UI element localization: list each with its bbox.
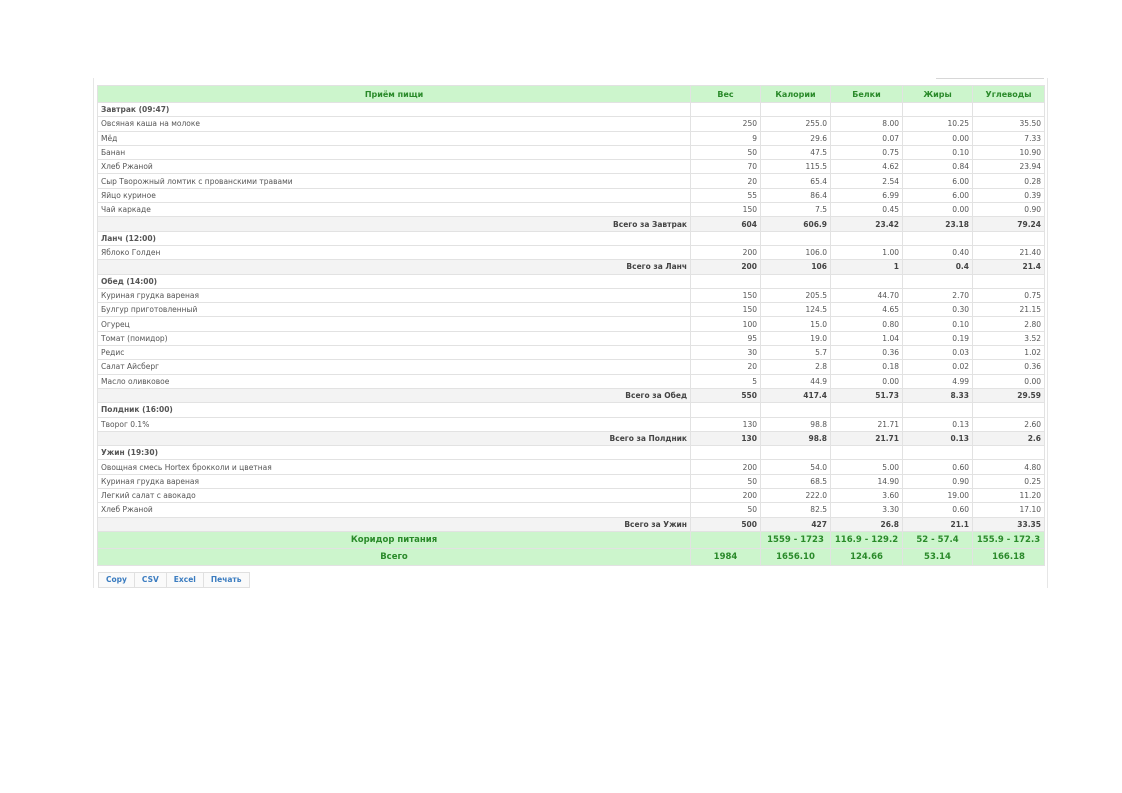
cell-fat: 0.60 [903, 460, 973, 474]
cell-calories: 65.4 [761, 174, 831, 188]
cell-fat: 4.99 [903, 374, 973, 388]
column-header-weight[interactable]: Вес [691, 86, 761, 103]
column-header-calories[interactable]: Калории [761, 86, 831, 103]
grand-total-row [98, 548, 1045, 565]
empty-cell [831, 403, 903, 417]
empty-cell [973, 103, 1045, 117]
empty-cell [691, 403, 761, 417]
cell-calories: 47.5 [761, 145, 831, 159]
meal-subtotal-row [98, 388, 1045, 402]
meal-subtotal-row [98, 217, 1045, 231]
export-buttons [98, 572, 249, 588]
empty-cell [973, 403, 1045, 417]
cell-fat: 0.02 [903, 360, 973, 374]
cell-name: Мёд [98, 131, 691, 145]
cell-protein: 4.62 [831, 160, 903, 174]
cell-weight: 70 [691, 160, 761, 174]
cell-weight: 55 [691, 188, 761, 202]
cell-protein: 0.75 [831, 145, 903, 159]
empty-cell [973, 446, 1045, 460]
cell-weight: 30 [691, 346, 761, 360]
cell-name: Хлеб Ржаной [98, 160, 691, 174]
cell-calories: 106.0 [761, 245, 831, 259]
cell-fat: 0.10 [903, 145, 973, 159]
table-row[interactable] [98, 203, 1045, 217]
cell-carbs: 35.50 [973, 117, 1045, 131]
table-row[interactable] [98, 346, 1045, 360]
cell-carbs: 23.94 [973, 160, 1045, 174]
cell-fat: 0.60 [903, 503, 973, 517]
meal-group-row [98, 231, 1045, 245]
subtotal-carbs: 79.24 [973, 217, 1045, 231]
table-row[interactable] [98, 174, 1045, 188]
cell-carbs: 2.80 [973, 317, 1045, 331]
cell-carbs: 0.00 [973, 374, 1045, 388]
cell-fat: 6.00 [903, 188, 973, 202]
cell-weight: 150 [691, 203, 761, 217]
cell-calories: 7.5 [761, 203, 831, 217]
subtotal-calories: 427 [761, 517, 831, 531]
subtotal-protein: 21.71 [831, 431, 903, 445]
table-row[interactable] [98, 188, 1045, 202]
cell-carbs: 4.80 [973, 460, 1045, 474]
cell-weight: 50 [691, 503, 761, 517]
cell-name: Яйцо куриное [98, 188, 691, 202]
cell-calories: 205.5 [761, 288, 831, 302]
cell-carbs: 7.33 [973, 131, 1045, 145]
subtotal-calories: 98.8 [761, 431, 831, 445]
cell-protein: 1.04 [831, 331, 903, 345]
cell-protein: 6.99 [831, 188, 903, 202]
search-underline [936, 78, 1044, 79]
corridor-label: Коридор питания [98, 531, 691, 548]
cell-calories: 82.5 [761, 503, 831, 517]
empty-cell [973, 231, 1045, 245]
subtotal-weight: 550 [691, 388, 761, 402]
cell-weight: 200 [691, 489, 761, 503]
cell-fat: 6.00 [903, 174, 973, 188]
grand-total-carbs: 166.18 [973, 548, 1045, 565]
cell-fat: 0.10 [903, 317, 973, 331]
empty-cell [903, 274, 973, 288]
table-row[interactable] [98, 160, 1045, 174]
meal-subtotal-row [98, 260, 1045, 274]
meal-group-title: Полдник (16:00) [98, 403, 691, 417]
cell-weight: 250 [691, 117, 761, 131]
cell-fat: 0.30 [903, 303, 973, 317]
cell-protein: 3.60 [831, 489, 903, 503]
cell-weight: 200 [691, 245, 761, 259]
cell-calories: 115.5 [761, 160, 831, 174]
cell-calories: 19.0 [761, 331, 831, 345]
cell-weight: 50 [691, 145, 761, 159]
table-row[interactable] [98, 131, 1045, 145]
subtotal-calories: 417.4 [761, 388, 831, 402]
meal-subtotal-row [98, 517, 1045, 531]
cell-fat: 10.25 [903, 117, 973, 131]
empty-cell [831, 231, 903, 245]
cell-calories: 98.8 [761, 417, 831, 431]
empty-cell [691, 274, 761, 288]
cell-calories: 86.4 [761, 188, 831, 202]
corridor-carbs: 155.9 - 172.3 [973, 531, 1045, 548]
print-button[interactable]: Печать [203, 572, 250, 588]
empty-cell [761, 446, 831, 460]
cell-protein: 14.90 [831, 474, 903, 488]
cell-carbs: 0.75 [973, 288, 1045, 302]
cell-weight: 95 [691, 331, 761, 345]
cell-protein: 0.00 [831, 374, 903, 388]
column-header-fat[interactable]: Жиры [903, 86, 973, 103]
cell-name: Редис [98, 346, 691, 360]
cell-protein: 44.70 [831, 288, 903, 302]
subtotal-fat: 0.4 [903, 260, 973, 274]
subtotal-name: Всего за Ужин [98, 517, 691, 531]
corridor-weight [691, 531, 761, 548]
cell-name: Творог 0.1% [98, 417, 691, 431]
cell-weight: 20 [691, 360, 761, 374]
empty-cell [761, 231, 831, 245]
cell-protein: 4.65 [831, 303, 903, 317]
cell-fat: 0.00 [903, 203, 973, 217]
cell-weight: 200 [691, 460, 761, 474]
subtotal-name: Всего за Полдник [98, 431, 691, 445]
meal-group-title: Обед (14:00) [98, 274, 691, 288]
meal-group-row [98, 446, 1045, 460]
cell-carbs: 2.60 [973, 417, 1045, 431]
subtotal-fat: 21.1 [903, 517, 973, 531]
table-row[interactable] [98, 460, 1045, 474]
cell-name: Булгур приготовленный [98, 303, 691, 317]
grand-total-protein: 124.66 [831, 548, 903, 565]
subtotal-weight: 604 [691, 217, 761, 231]
cell-name: Банан [98, 145, 691, 159]
subtotal-fat: 23.18 [903, 217, 973, 231]
subtotal-protein: 51.73 [831, 388, 903, 402]
cell-weight: 9 [691, 131, 761, 145]
cell-protein: 2.54 [831, 174, 903, 188]
empty-cell [691, 446, 761, 460]
cell-carbs: 0.25 [973, 474, 1045, 488]
empty-cell [831, 274, 903, 288]
table-row[interactable] [98, 117, 1045, 131]
empty-cell [831, 103, 903, 117]
table-body [98, 103, 1045, 532]
cell-calories: 255.0 [761, 117, 831, 131]
cell-name: Яблоко Голден [98, 245, 691, 259]
cell-protein: 0.36 [831, 346, 903, 360]
grand-total-calories: 1656.10 [761, 548, 831, 565]
subtotal-fat: 0.13 [903, 431, 973, 445]
cell-weight: 50 [691, 474, 761, 488]
corridor-row [98, 531, 1045, 548]
cell-fat: 0.90 [903, 474, 973, 488]
column-header-protein[interactable]: Белки [831, 86, 903, 103]
subtotal-fat: 8.33 [903, 388, 973, 402]
grand-total-fat: 53.14 [903, 548, 973, 565]
cell-carbs: 10.90 [973, 145, 1045, 159]
table-row[interactable] [98, 317, 1045, 331]
copy-button[interactable]: Copy [98, 572, 135, 588]
cell-weight: 150 [691, 303, 761, 317]
cell-name: Легкий салат с авокадо [98, 489, 691, 503]
empty-cell [761, 274, 831, 288]
meal-group-row [98, 103, 1045, 117]
cell-fat: 0.03 [903, 346, 973, 360]
table-row[interactable] [98, 303, 1045, 317]
cell-protein: 21.71 [831, 417, 903, 431]
cell-fat: 0.13 [903, 417, 973, 431]
table-header-row [98, 86, 1045, 103]
cell-fat: 19.00 [903, 489, 973, 503]
cell-carbs: 0.28 [973, 174, 1045, 188]
table-row[interactable] [98, 503, 1045, 517]
cell-name: Овсяная каша на молоке [98, 117, 691, 131]
table-row[interactable] [98, 489, 1045, 503]
table-row[interactable] [98, 331, 1045, 345]
cell-name: Салат Айсберг [98, 360, 691, 374]
cell-protein: 5.00 [831, 460, 903, 474]
empty-cell [973, 274, 1045, 288]
cell-carbs: 21.15 [973, 303, 1045, 317]
cell-weight: 20 [691, 174, 761, 188]
subtotal-weight: 130 [691, 431, 761, 445]
subtotal-calories: 606.9 [761, 217, 831, 231]
cell-weight: 100 [691, 317, 761, 331]
subtotal-carbs: 29.59 [973, 388, 1045, 402]
cell-protein: 0.80 [831, 317, 903, 331]
cell-fat: 0.00 [903, 131, 973, 145]
cell-name: Куриная грудка вареная [98, 474, 691, 488]
column-header-meal[interactable]: Приём пищи [98, 86, 691, 103]
meal-group-title: Ужин (19:30) [98, 446, 691, 460]
cell-fat: 0.84 [903, 160, 973, 174]
cell-name: Томат (помидор) [98, 331, 691, 345]
corridor-protein: 116.9 - 129.2 [831, 531, 903, 548]
subtotal-weight: 500 [691, 517, 761, 531]
cell-name: Хлеб Ржаной [98, 503, 691, 517]
subtotal-protein: 1 [831, 260, 903, 274]
cell-carbs: 11.20 [973, 489, 1045, 503]
meal-group-title: Завтрак (09:47) [98, 103, 691, 117]
subtotal-protein: 26.8 [831, 517, 903, 531]
cell-weight: 5 [691, 374, 761, 388]
meal-table [97, 85, 1045, 566]
table-row[interactable] [98, 374, 1045, 388]
cell-calories: 29.6 [761, 131, 831, 145]
cell-carbs: 17.10 [973, 503, 1045, 517]
csv-button[interactable]: CSV [134, 572, 167, 588]
cell-weight: 130 [691, 417, 761, 431]
table-row[interactable] [98, 288, 1045, 302]
cell-protein: 0.07 [831, 131, 903, 145]
cell-weight: 150 [691, 288, 761, 302]
table-row[interactable] [98, 145, 1045, 159]
meal-subtotal-row [98, 431, 1045, 445]
cell-name: Огурец [98, 317, 691, 331]
cell-carbs: 0.39 [973, 188, 1045, 202]
cell-protein: 0.45 [831, 203, 903, 217]
cell-calories: 68.5 [761, 474, 831, 488]
empty-cell [761, 103, 831, 117]
meal-group-row [98, 403, 1045, 417]
cell-calories: 54.0 [761, 460, 831, 474]
cell-carbs: 0.90 [973, 203, 1045, 217]
cell-calories: 222.0 [761, 489, 831, 503]
cell-fat: 0.40 [903, 245, 973, 259]
grand-total-weight: 1984 [691, 548, 761, 565]
table-row[interactable] [98, 474, 1045, 488]
subtotal-carbs: 2.6 [973, 431, 1045, 445]
cell-calories: 2.8 [761, 360, 831, 374]
table-row[interactable] [98, 360, 1045, 374]
empty-cell [903, 231, 973, 245]
empty-cell [761, 403, 831, 417]
excel-button[interactable]: Excel [166, 572, 204, 588]
cell-fat: 2.70 [903, 288, 973, 302]
corridor-fat: 52 - 57.4 [903, 531, 973, 548]
empty-cell [691, 231, 761, 245]
cell-carbs: 3.52 [973, 331, 1045, 345]
cell-name: Овощная смесь Hortex брокколи и цветная [98, 460, 691, 474]
empty-cell [691, 103, 761, 117]
empty-cell [903, 403, 973, 417]
corridor-calories: 1559 - 1723 [761, 531, 831, 548]
cell-calories: 15.0 [761, 317, 831, 331]
cell-protein: 3.30 [831, 503, 903, 517]
subtotal-name: Всего за Ланч [98, 260, 691, 274]
cell-protein: 8.00 [831, 117, 903, 131]
subtotal-name: Всего за Обед [98, 388, 691, 402]
empty-cell [831, 446, 903, 460]
cell-name: Сыр Творожный ломтик с прованскими травами [98, 174, 691, 188]
empty-cell [903, 103, 973, 117]
cell-carbs: 21.40 [973, 245, 1045, 259]
grand-total-label: Всего [98, 548, 691, 565]
subtotal-name: Всего за Завтрак [98, 217, 691, 231]
meal-group-title: Ланч (12:00) [98, 231, 691, 245]
subtotal-carbs: 21.4 [973, 260, 1045, 274]
subtotal-weight: 200 [691, 260, 761, 274]
cell-carbs: 1.02 [973, 346, 1045, 360]
cell-name: Масло оливковое [98, 374, 691, 388]
cell-protein: 0.18 [831, 360, 903, 374]
cell-protein: 1.00 [831, 245, 903, 259]
subtotal-calories: 106 [761, 260, 831, 274]
meal-group-row [98, 274, 1045, 288]
table-row[interactable] [98, 417, 1045, 431]
empty-cell [903, 446, 973, 460]
column-header-carbs[interactable]: Углеводы [973, 86, 1045, 103]
cell-calories: 44.9 [761, 374, 831, 388]
table-row[interactable] [98, 245, 1045, 259]
subtotal-protein: 23.42 [831, 217, 903, 231]
subtotal-carbs: 33.35 [973, 517, 1045, 531]
cell-calories: 5.7 [761, 346, 831, 360]
cell-name: Куриная грудка вареная [98, 288, 691, 302]
cell-fat: 0.19 [903, 331, 973, 345]
cell-carbs: 0.36 [973, 360, 1045, 374]
cell-name: Чай каркаде [98, 203, 691, 217]
cell-calories: 124.5 [761, 303, 831, 317]
